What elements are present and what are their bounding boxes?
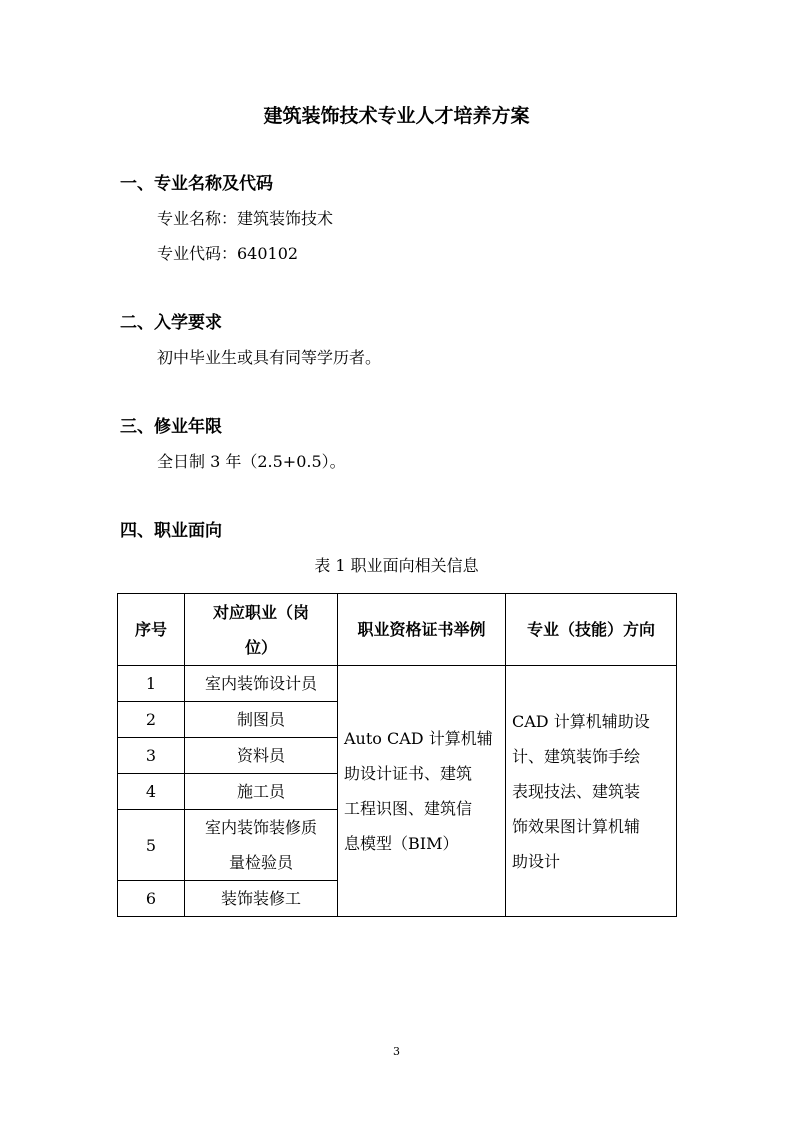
row-job: 制图员 [185, 702, 338, 738]
career-table [117, 593, 677, 917]
certificates-line: 工程识图、建筑信 [344, 799, 473, 818]
section-heading-career: 四、职业面向 [120, 521, 222, 541]
duration-line: 全日制 3 年（2.5+0.5）。 [157, 452, 346, 471]
table-caption: 表 1 职业面向相关信息 [314, 556, 479, 575]
major-code-line: 专业代码：640102 [157, 244, 299, 263]
row-number: 3 [118, 738, 185, 774]
certificates-line: 助设计证书、建筑 [344, 764, 473, 783]
page-number: 3 [393, 1045, 400, 1058]
row-number: 1 [118, 666, 185, 702]
section-heading-admission: 二、入学要求 [120, 313, 222, 333]
row-number: 5 [118, 810, 185, 881]
row-number: 2 [118, 702, 185, 738]
section-heading-major: 一、专业名称及代码 [120, 174, 273, 194]
admission-line: 初中毕业生或具有同等学历者。 [157, 348, 382, 367]
document-title: 建筑装饰技术专业人才培养方案 [263, 105, 530, 127]
direction-line: 饰效果图计算机辅 [512, 816, 641, 836]
row-number: 4 [118, 774, 185, 810]
row-job: 资料员 [185, 738, 338, 774]
direction-line: 计、建筑装饰手绘 [512, 746, 641, 766]
header-number: 序号 [118, 594, 185, 666]
direction-cell [506, 666, 677, 917]
direction-line: 助设计 [512, 851, 561, 871]
row-job: 室内装饰装修质量检验员 [185, 810, 338, 881]
direction-line: CAD 计算机辅助设 [512, 711, 650, 731]
table-header-row [118, 594, 677, 666]
major-name-line: 专业名称：建筑装饰技术 [157, 209, 334, 228]
certificates-line: Auto CAD 计算机辅 [344, 729, 493, 748]
header-job: 对应职业（岗位） [185, 594, 338, 666]
header-certificate: 职业资格证书举例 [338, 594, 506, 666]
row-job: 室内装饰设计员 [185, 666, 338, 702]
header-direction: 专业（技能）方向 [506, 594, 677, 666]
table-row [118, 666, 677, 702]
direction-line: 表现技法、建筑装 [512, 781, 641, 801]
certificates-cell [338, 666, 506, 917]
row-job: 装饰装修工 [185, 881, 338, 917]
section-heading-duration: 三、修业年限 [120, 417, 222, 437]
row-job: 施工员 [185, 774, 338, 810]
certificates-line: 息模型（BIM） [344, 834, 459, 853]
row-number: 6 [118, 881, 185, 917]
